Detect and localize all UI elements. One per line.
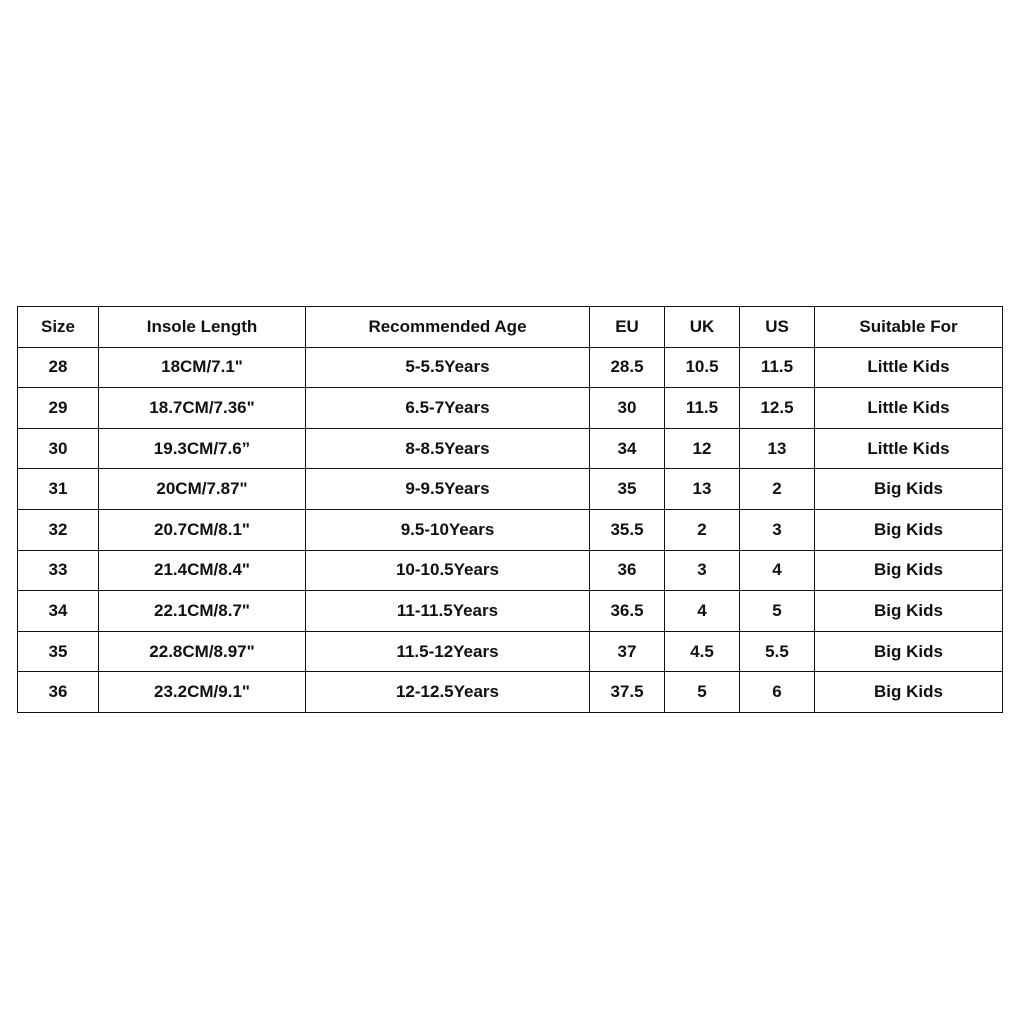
cell-recommended-age: 8-8.5Years xyxy=(306,428,590,469)
header-suitable-for: Suitable For xyxy=(815,307,1003,348)
cell-uk: 3 xyxy=(665,550,740,591)
cell-uk: 11.5 xyxy=(665,388,740,429)
cell-us: 3 xyxy=(740,509,815,550)
cell-us: 2 xyxy=(740,469,815,510)
cell-suitable-for: Big Kids xyxy=(815,550,1003,591)
table-row xyxy=(18,347,1003,388)
cell-eu: 36.5 xyxy=(590,591,665,632)
cell-recommended-age: 11-11.5Years xyxy=(306,591,590,632)
cell-uk: 10.5 xyxy=(665,347,740,388)
cell-us: 13 xyxy=(740,428,815,469)
cell-insole-length: 22.1CM/8.7" xyxy=(99,591,306,632)
cell-size: 31 xyxy=(18,469,99,510)
cell-eu: 37 xyxy=(590,631,665,672)
cell-recommended-age: 5-5.5Years xyxy=(306,347,590,388)
cell-size: 29 xyxy=(18,388,99,429)
table-row xyxy=(18,591,1003,632)
cell-recommended-age: 9-9.5Years xyxy=(306,469,590,510)
header-us: US xyxy=(740,307,815,348)
header-row xyxy=(18,307,1003,348)
cell-size: 34 xyxy=(18,591,99,632)
cell-suitable-for: Little Kids xyxy=(815,388,1003,429)
cell-recommended-age: 10-10.5Years xyxy=(306,550,590,591)
cell-size: 30 xyxy=(18,428,99,469)
table-row xyxy=(18,388,1003,429)
cell-us: 5.5 xyxy=(740,631,815,672)
cell-insole-length: 20.7CM/8.1" xyxy=(99,509,306,550)
cell-eu: 35 xyxy=(590,469,665,510)
cell-eu: 35.5 xyxy=(590,509,665,550)
cell-eu: 28.5 xyxy=(590,347,665,388)
cell-uk: 2 xyxy=(665,509,740,550)
cell-insole-length: 22.8CM/8.97" xyxy=(99,631,306,672)
cell-us: 6 xyxy=(740,672,815,713)
cell-eu: 30 xyxy=(590,388,665,429)
table-row xyxy=(18,550,1003,591)
cell-recommended-age: 12-12.5Years xyxy=(306,672,590,713)
cell-recommended-age: 6.5-7Years xyxy=(306,388,590,429)
table-header xyxy=(18,307,1003,348)
header-recommended-age: Recommended Age xyxy=(306,307,590,348)
cell-size: 32 xyxy=(18,509,99,550)
cell-eu: 36 xyxy=(590,550,665,591)
cell-uk: 5 xyxy=(665,672,740,713)
table-row xyxy=(18,509,1003,550)
cell-size: 33 xyxy=(18,550,99,591)
cell-uk: 13 xyxy=(665,469,740,510)
table-row xyxy=(18,631,1003,672)
cell-insole-length: 23.2CM/9.1" xyxy=(99,672,306,713)
cell-us: 11.5 xyxy=(740,347,815,388)
table-row xyxy=(18,672,1003,713)
cell-size: 35 xyxy=(18,631,99,672)
header-insole-length: Insole Length xyxy=(99,307,306,348)
cell-suitable-for: Big Kids xyxy=(815,469,1003,510)
cell-insole-length: 21.4CM/8.4" xyxy=(99,550,306,591)
cell-insole-length: 18CM/7.1" xyxy=(99,347,306,388)
table-body xyxy=(18,347,1003,712)
cell-uk: 12 xyxy=(665,428,740,469)
cell-recommended-age: 11.5-12Years xyxy=(306,631,590,672)
cell-suitable-for: Big Kids xyxy=(815,672,1003,713)
cell-us: 4 xyxy=(740,550,815,591)
cell-suitable-for: Big Kids xyxy=(815,591,1003,632)
cell-size: 28 xyxy=(18,347,99,388)
cell-suitable-for: Big Kids xyxy=(815,631,1003,672)
cell-suitable-for: Little Kids xyxy=(815,428,1003,469)
cell-insole-length: 20CM/7.87" xyxy=(99,469,306,510)
cell-insole-length: 19.3CM/7.6” xyxy=(99,428,306,469)
cell-us: 5 xyxy=(740,591,815,632)
cell-recommended-age: 9.5-10Years xyxy=(306,509,590,550)
cell-size: 36 xyxy=(18,672,99,713)
header-uk: UK xyxy=(665,307,740,348)
cell-suitable-for: Big Kids xyxy=(815,509,1003,550)
cell-us: 12.5 xyxy=(740,388,815,429)
header-eu: EU xyxy=(590,307,665,348)
cell-suitable-for: Little Kids xyxy=(815,347,1003,388)
size-chart-table xyxy=(17,306,1003,713)
cell-uk: 4 xyxy=(665,591,740,632)
cell-insole-length: 18.7CM/7.36" xyxy=(99,388,306,429)
table-row xyxy=(18,428,1003,469)
cell-uk: 4.5 xyxy=(665,631,740,672)
table-row xyxy=(18,469,1003,510)
header-size: Size xyxy=(18,307,99,348)
cell-eu: 37.5 xyxy=(590,672,665,713)
cell-eu: 34 xyxy=(590,428,665,469)
